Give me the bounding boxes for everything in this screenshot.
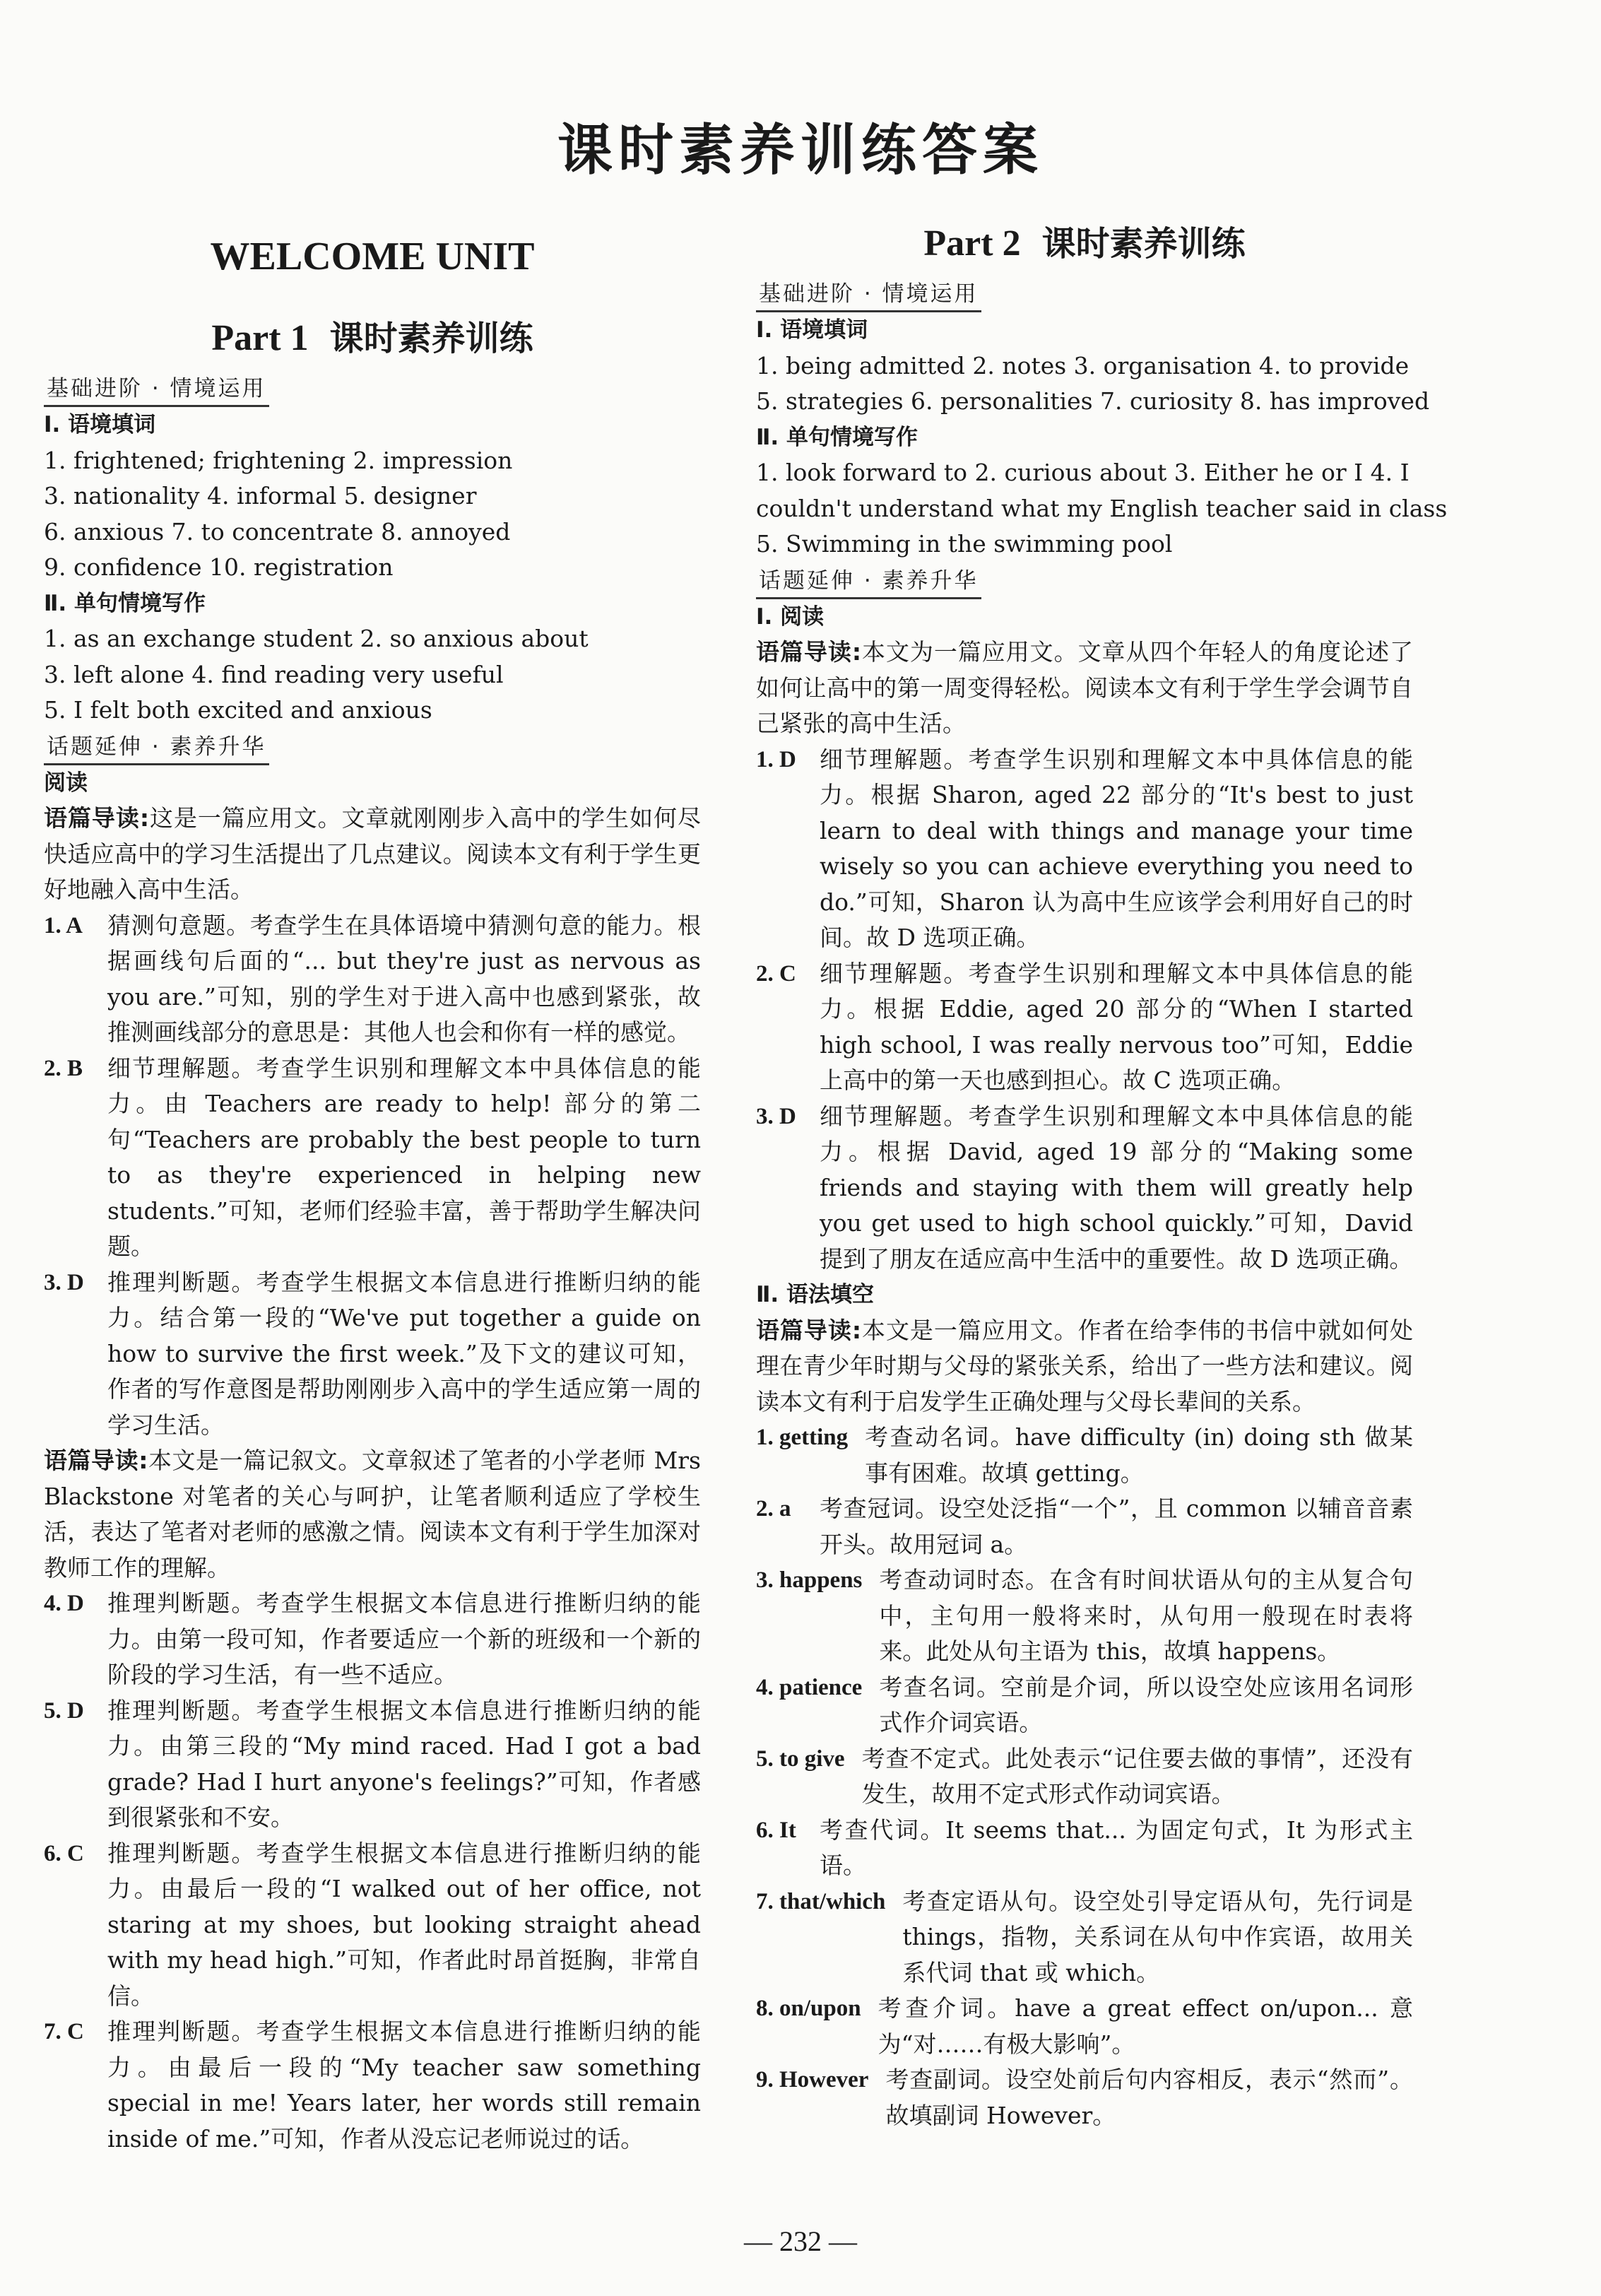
left-column xyxy=(44,226,701,2157)
answer-key: 3. happens xyxy=(756,1567,863,1593)
section-heading: 阅读 xyxy=(44,770,88,796)
intro-label: 语篇导读: xyxy=(44,1447,148,1474)
answer-item xyxy=(44,1051,701,1265)
intro-text: 这是一篇应用文。文章就刚刚步入高中的学生如何尽快适应高中的学习生活提出了几点建议。阅读本文有利于学生更好地融入高中生活。 xyxy=(44,804,702,903)
section-heading: Ⅱ. 单句情境写作 xyxy=(756,424,918,450)
answer-item xyxy=(756,2062,1413,2133)
answer-key: 3. D xyxy=(44,1269,84,1295)
passage-intro xyxy=(44,1443,701,1586)
part-title xyxy=(756,219,1413,269)
answer-line: 1. as an exchange student 2. so anxious about xyxy=(44,625,589,652)
answer-item xyxy=(44,1836,701,2015)
section-band: 话题延伸 · 素养升华 xyxy=(756,565,981,599)
right-column xyxy=(756,219,1448,2133)
answer-explanation: 考查动名词。have difficulty (in) doing sth 做某事有困难。故填 getting。 xyxy=(865,1423,1413,1487)
answer-item xyxy=(756,1670,1413,1741)
section-heading: Ⅱ. 单句情境写作 xyxy=(44,590,206,616)
answer-line: 1. look forward to 2. curious about 3. Either he or I 4. I xyxy=(756,459,1410,486)
answer-item xyxy=(756,956,1413,1099)
answer-key: 2. a xyxy=(756,1496,791,1521)
answer-line: 5. I felt both excited and anxious xyxy=(44,696,432,724)
answer-item xyxy=(44,1586,701,1693)
answer-explanation: 细节理解题。考查学生识别和理解文本中具体信息的能力。由 Teachers are ready to help! 部分的第二句“Teachers are probably the best people to turn to as they're experienced in helping new students.”可知，老师们经验丰富，善于帮助学生解决问题。 xyxy=(107,1054,701,1260)
section-band: 基础进阶 · 情境运用 xyxy=(44,372,269,407)
part-title xyxy=(44,314,701,363)
section-heading: Ⅰ. 语境填词 xyxy=(756,317,868,343)
answer-explanation: 推理判断题。考查学生根据文本信息进行推断归纳的能力。由第三段的“My mind raced. Had I got a bad grade? Had I hurt anyone's feelings?”可知，作者感到很紧张和不安。 xyxy=(107,1696,701,1831)
part-number: Part 1 xyxy=(211,318,309,358)
answer-key: 2. B xyxy=(44,1055,83,1081)
answer-line: 3. left alone 4. find reading very useful xyxy=(44,660,504,688)
answer-key: 6. It xyxy=(756,1817,796,1843)
answer-key: 1. A xyxy=(44,912,83,938)
answer-key: 7. that/which xyxy=(756,1888,886,1914)
part-title-cn: 课时素养训练 xyxy=(1041,224,1246,264)
answer-key: 1. getting xyxy=(756,1425,849,1450)
answer-item xyxy=(756,1884,1413,1991)
section-heading: Ⅰ. 阅读 xyxy=(756,604,825,630)
answer-key: 1. D xyxy=(756,746,796,772)
answer-line: 3. nationality 4. informal 5. designer xyxy=(44,482,477,510)
answer-lines xyxy=(756,348,1430,420)
answer-key: 4. patience xyxy=(756,1674,863,1700)
answer-line: 1. frightened; frightening 2. impression xyxy=(44,446,513,474)
answer-explanation: 推理判断题。考查学生根据文本信息进行推断归纳的能力。由最后一段的“I walked out of her office, not staring at my shoes, but looking straight ahead with my head high.”可知，作者此时昂首挺胸，非常自信。 xyxy=(107,1839,701,2010)
intro-label: 语篇导读: xyxy=(756,638,862,666)
passage-intro xyxy=(44,801,701,908)
answer-explanation: 考查名词。空前是介词，所以设空处应该用名词形式作介词宾语。 xyxy=(879,1673,1413,1736)
answer-key: 7. C xyxy=(44,2019,84,2044)
answer-lines xyxy=(44,443,701,586)
section-heading: Ⅱ. 语法填空 xyxy=(756,1282,874,1307)
answer-item xyxy=(756,1562,1413,1670)
answer-item xyxy=(756,1491,1413,1562)
answer-item xyxy=(44,908,701,1051)
answer-line: 6. anxious 7. to concentrate 8. annoyed xyxy=(44,517,511,546)
answer-explanation: 考查定语从句。设空处引导定语从句，先行词是 things，指物，关系词在从句中作宾语，故用关系代词 that 或 which。 xyxy=(902,1887,1413,1986)
answer-explanation: 猜测句意题。考查学生在具体语境中猜测句意的能力。根据画线句后面的“... but they're just as nervous as you are.”可知，别的学生对于进入高中也感到紧张，故推测画线部分的意思是：其他人也会和你有一样的感觉。 xyxy=(107,911,701,1046)
answer-item xyxy=(756,1813,1413,1884)
answer-item xyxy=(756,1741,1413,1813)
page-number: — 232 — xyxy=(744,2225,857,2257)
answer-line: 9. confidence 10. registration xyxy=(44,553,394,581)
answer-key: 2. C xyxy=(756,960,796,987)
passage-intro xyxy=(756,635,1413,742)
intro-text: 本文为一篇应用文。文章从四个年轻人的角度论述了如何让高中的第一周变得轻松。阅读本文有利于学生学会调节自己紧张的高中生活。 xyxy=(756,638,1414,737)
answer-key: 6. C xyxy=(44,1840,84,1866)
answer-explanation: 考查代词。It seems that... 为固定句式，It 为形式主语。 xyxy=(820,1815,1413,1879)
answer-item xyxy=(756,742,1413,956)
intro-label: 语篇导读: xyxy=(756,1316,862,1344)
passage-intro xyxy=(756,1313,1413,1420)
answer-explanation: 推理判断题。考查学生根据文本信息进行推断归纳的能力。结合第一段的“We've put together a guide on how to survive the first week.”及下文的建议可知，作者的写作意图是帮助刚刚步入高中的学生适应第一周的学习生活。 xyxy=(107,1268,701,1439)
section-heading: Ⅰ. 语境填词 xyxy=(44,412,156,437)
answer-key: 3. D xyxy=(756,1103,796,1129)
answer-explanation: 推理判断题。考查学生根据文本信息进行推断归纳的能力。由最后一段的“My teacher saw something special in me! Years later, her words still remain inside of me.”可知，作者从没忘记老师说过的话。 xyxy=(107,2018,701,2153)
answer-line: 1. being admitted 2. notes 3. organisation 4. to provide xyxy=(756,351,1410,379)
answer-key: 5. to give xyxy=(756,1745,845,1772)
answer-key: 8. on/upon xyxy=(756,1996,861,2021)
answer-item xyxy=(44,2014,701,2157)
answer-explanation: 细节理解题。考查学生识别和理解文本中具体信息的能力。根据 David, aged 19 部分的“Making some friends and staying with them will greatly help you get used to high school quickly.”可知，David 提到了朋友在适应高中生活中的重要性。故 D 选项正确。 xyxy=(820,1102,1413,1273)
section-band: 基础进阶 · 情境运用 xyxy=(756,278,981,312)
answer-key: 4. D xyxy=(44,1591,84,1616)
answer-item xyxy=(756,1099,1413,1278)
answer-lines xyxy=(44,621,701,729)
answer-explanation: 考查副词。设空处前后句内容相反，表示“然而”。故填副词 However。 xyxy=(885,2066,1413,2129)
answer-key: 9. However xyxy=(756,2067,869,2092)
answer-explanation: 细节理解题。考查学生识别和理解文本中具体信息的能力。根据 Sharon, aged 22 部分的“It's best to just learn to deal with things and manage your time wisely so you can achieve everything you need to do.”可知，Sharon 认为高中生应该学会利用好自己的时间。故 D 选项正确。 xyxy=(820,745,1413,951)
answer-explanation: 推理判断题。考查学生根据文本信息进行推断归纳的能力。由第一段可知，作者要适应一个新的班级和一个新的阶段的学习生活，有一些不适应。 xyxy=(107,1589,701,1688)
answer-lines xyxy=(756,455,1448,563)
answer-explanation: 考查动词时态。在含有时间状语从句的主从复合句中，主句用一般将来时，从句用一般现在时表将来。此处从句主语为 this，故填 happens。 xyxy=(879,1566,1413,1665)
answer-line: 5. strategies 6. personalities 7. curiosity 8. has improved xyxy=(756,387,1430,415)
answer-item xyxy=(44,1693,701,1836)
answer-item xyxy=(44,1265,701,1444)
answer-line: couldn't understand what my English teacher said in class xyxy=(756,494,1448,522)
intro-text: 本文是一篇应用文。作者在给李伟的书信中就如何处理在青少年时期与父母的紧张关系，给出了一些方法和建议。阅读本文有利于启发学生正确处理与父母长辈间的关系。 xyxy=(756,1316,1414,1415)
answer-explanation: 考查不定式。此处表示“记住要去做的事情”，还没有发生，故用不定式形式作动词宾语。 xyxy=(861,1744,1413,1808)
part-number: Part 2 xyxy=(923,223,1021,264)
intro-text: 本文是一篇记叙文。文章叙述了笔者的小学老师 Mrs Blackstone 对笔者的关心与呵护，让笔者顺利适应了学校生活，表达了笔者对老师的感激之情。阅读本文有利于学生加深对教师工作的理解。 xyxy=(44,1447,701,1582)
page-title: 课时素养训练答案 xyxy=(557,119,1044,182)
part-title-cn: 课时素养训练 xyxy=(329,319,533,358)
answer-explanation: 细节理解题。考查学生识别和理解文本中具体信息的能力。根据 Eddie, aged 20 部分的“When I started high school, I was really nervous too”可知，Eddie 上高中的第一天也感到担心。故 C 选项正确。 xyxy=(820,959,1413,1094)
section-band: 话题延伸 · 素养升华 xyxy=(44,731,269,765)
answer-explanation: 考查冠词。设空处泛指“一个”，且 common 以辅音音素开头。故用冠词 a。 xyxy=(820,1495,1413,1558)
answer-item xyxy=(756,1420,1413,1491)
answer-item xyxy=(756,1991,1413,2062)
answer-line: 5. Swimming in the swimming pool xyxy=(756,530,1173,558)
answer-explanation: 考查介词。have a great effect on/upon... 意为“对……有极大影响”。 xyxy=(878,1994,1413,2058)
answer-key: 5. D xyxy=(44,1697,84,1724)
unit-title: WELCOME UNIT xyxy=(210,235,535,278)
intro-label: 语篇导读: xyxy=(44,804,150,832)
